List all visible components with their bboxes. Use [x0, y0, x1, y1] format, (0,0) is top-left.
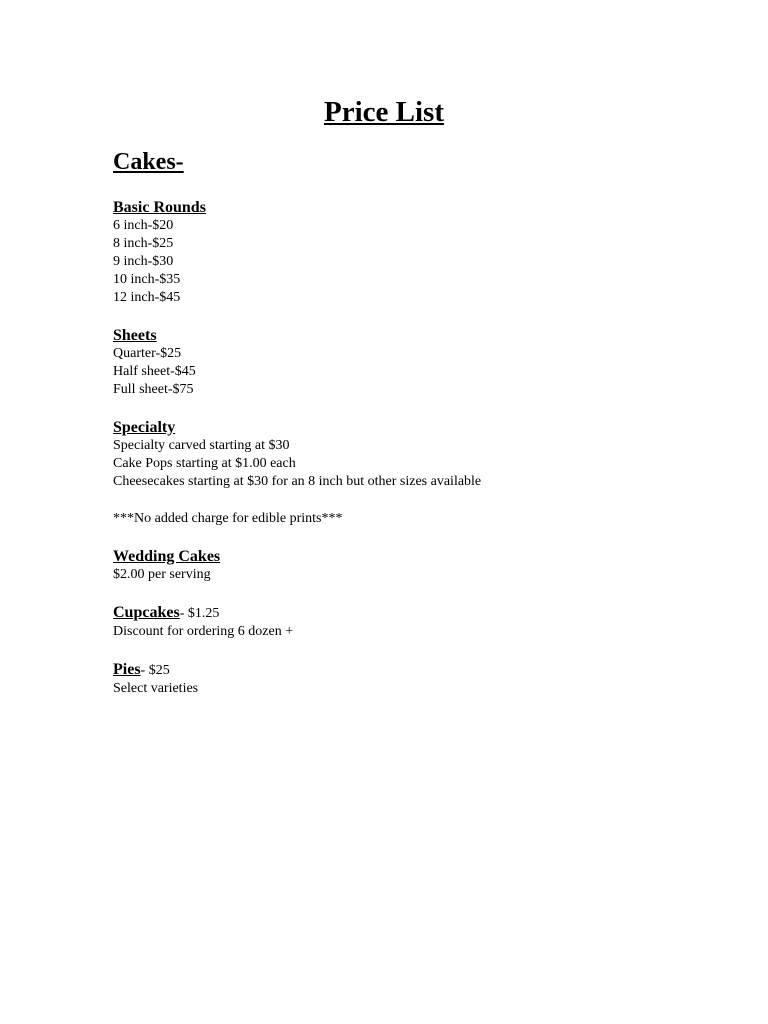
price-line: 8 inch-$25 [113, 236, 174, 251]
section-cupcakes [113, 603, 713, 641]
section-heading: Wedding Cakes [113, 548, 221, 565]
section-sheets [113, 326, 713, 399]
section-heading: Basic Rounds [113, 199, 206, 216]
price-line: 6 inch-$20 [113, 218, 174, 233]
section-heading-row [113, 660, 713, 680]
inline-price: - $25 [140, 663, 170, 678]
section-heading: Cupcakes [113, 604, 180, 621]
edible-prints-note: ***No added charge for edible prints*** [113, 511, 343, 526]
section-pies [113, 660, 713, 698]
section-heading-row [113, 603, 713, 623]
section-wedding-cakes [113, 547, 713, 584]
price-line: Full sheet-$75 [113, 382, 194, 397]
price-line: Specialty carved starting at $30 [113, 438, 290, 453]
section-basic-rounds [113, 198, 713, 307]
price-line: Discount for ordering 6 dozen + [113, 624, 294, 639]
inline-price: - $1.25 [179, 606, 220, 621]
price-line: 12 inch-$45 [113, 290, 181, 305]
price-line: Half sheet-$45 [113, 364, 196, 379]
price-line: Cheesecakes starting at $30 for an 8 inch but other sizes available [113, 474, 482, 489]
page-title: Price List [324, 96, 444, 128]
price-line: 10 inch-$35 [113, 272, 181, 287]
category-title: Cakes- [113, 149, 184, 175]
price-line: 9 inch-$30 [113, 254, 174, 269]
price-line: $2.00 per serving [113, 567, 211, 582]
price-list-content [113, 146, 713, 717]
price-line: Select varieties [113, 681, 199, 696]
section-heading: Pies [113, 661, 141, 678]
price-line: Cake Pops starting at $1.00 each [113, 456, 296, 471]
price-line: Quarter-$25 [113, 346, 182, 361]
section-heading: Specialty [113, 419, 176, 436]
section-specialty [113, 418, 713, 491]
section-heading: Sheets [113, 327, 157, 344]
